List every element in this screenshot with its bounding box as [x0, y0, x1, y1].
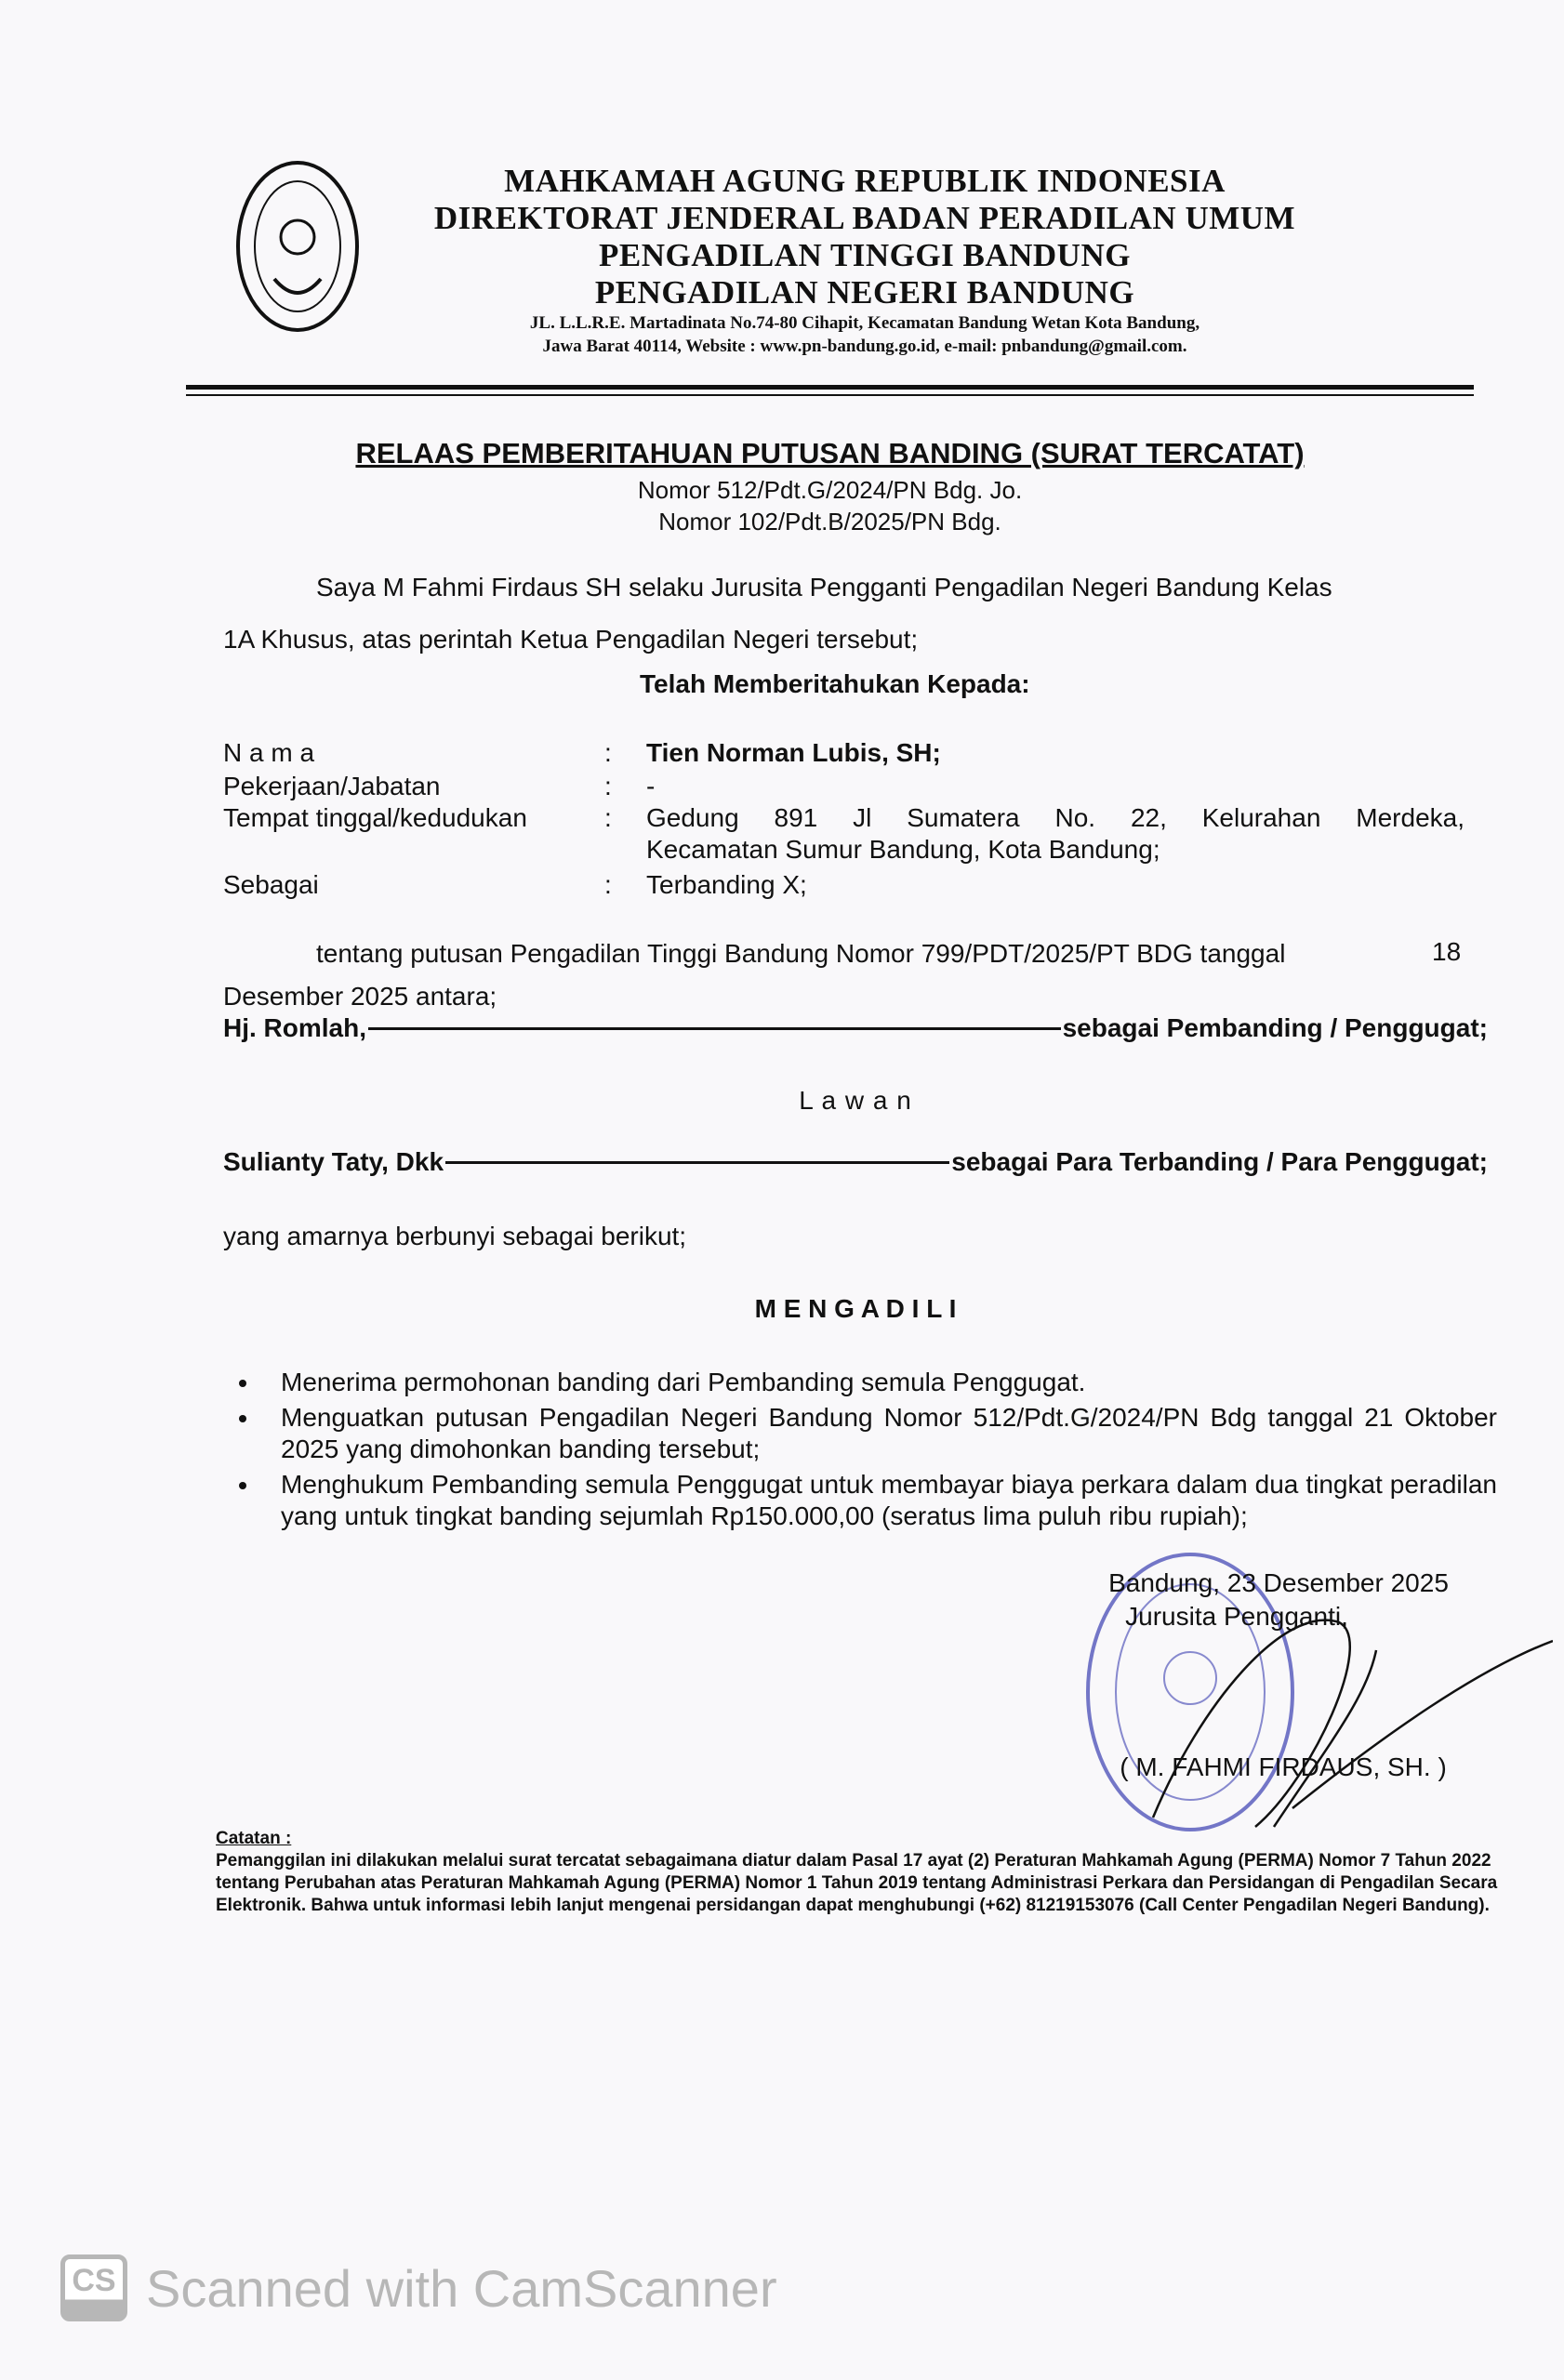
- intro-heading: Telah Memberitahukan Kepada:: [640, 669, 1030, 698]
- recipient-name: Tien Norman Lubis, SH;: [646, 738, 941, 767]
- note: [216, 1828, 1504, 1917]
- letterhead-line1: MAHKAMAH AGUNG REPUBLIK INDONESIA: [504, 163, 1226, 199]
- dash-line: [368, 1027, 1061, 1030]
- appellant-role: sebagai Pembanding / Penggugat;: [1062, 1013, 1488, 1042]
- recipient-job-row: Pekerjaan/Jabatan : -: [223, 772, 656, 800]
- intro-line1: Saya M Fahmi Firdaus SH selaku Jurusita Pengganti Pengadilan Negeri Bandung Kelas: [316, 573, 1332, 602]
- verdict-item: • Menguatkan putusan Pengadilan Negeri Bandung Nomor 512/Pdt.G/2024/PN Bdg tanggal 21 Oktober 2025 yang dimohonkan banding tersebut;: [260, 1402, 1497, 1465]
- respondent-row: [223, 1147, 1488, 1177]
- appellant-row: [223, 1013, 1488, 1043]
- signature-name: ( M. FAHMI FIRDAUS, SH. ): [1120, 1752, 1447, 1781]
- letterhead-line2: DIREKTORAT JENDERAL BADAN PERADILAN UMUM: [433, 200, 1296, 236]
- signature-role: Jurusita Pengganti,: [1125, 1602, 1348, 1631]
- letterhead-divider: [186, 385, 1474, 390]
- court-seal-icon: [232, 158, 363, 335]
- camscanner-logo-icon: CS: [60, 2254, 127, 2321]
- verdict-intro: yang amarnya berbunyi sebagai berikut;: [223, 1222, 687, 1250]
- case-number-1: Nomor 512/Pdt.G/2024/PN Bdg. Jo.: [637, 476, 1023, 504]
- letterhead-divider-thin: [186, 394, 1474, 396]
- note-heading: Catatan :: [216, 1829, 292, 1848]
- letterhead-line3: PENGADILAN TINGGI BANDUNG: [599, 237, 1131, 273]
- recipient-address-row2: Kecamatan Sumur Bandung, Kota Bandung;: [646, 835, 1160, 864]
- document-title: RELAAS PEMBERITAHUAN PUTUSAN BANDING (SURAT TERCATAT): [355, 437, 1305, 469]
- camscanner-watermark: [60, 2254, 777, 2321]
- verdict-list: [260, 1367, 1497, 1536]
- recipient-name-row: N a m a : Tien Norman Lubis, SH;: [223, 738, 1506, 772]
- dash-line: [445, 1161, 949, 1164]
- letterhead-address2: Jawa Barat 40114, Website : www.pn-bandung.go.id, e-mail: pnbandung@gmail.com.: [542, 337, 1187, 356]
- decision-ref-day: 18: [1432, 937, 1462, 966]
- verdict-heading: M E N G A D I L I: [754, 1294, 957, 1323]
- verdict-item: • Menghukum Pembanding semula Penggugat untuk membayar biaya perkara dalam dua tingkat peradilan yang untuk tingkat banding sejumlah Rp150.000,00 (seratus lima puluh ribu rupiah);: [260, 1469, 1497, 1532]
- decision-ref-line2: Desember 2025 antara;: [223, 982, 497, 1011]
- letterhead-address1: JL. L.L.R.E. Martadinata No.74-80 Cihapit, Kecamatan Bandung Wetan Kota Bandung,: [529, 313, 1200, 333]
- watermark-text: Scanned with CamScanner: [146, 2258, 777, 2318]
- intro-line2: 1A Khusus, atas perintah Ketua Pengadilan Negeri tersebut;: [223, 625, 919, 654]
- respondent-role: sebagai Para Terbanding / Para Penggugat;: [951, 1147, 1488, 1176]
- decision-ref-line1: tentang putusan Pengadilan Tinggi Bandung Nomor 799/PDT/2025/PT BDG tanggal: [316, 939, 1286, 968]
- letterhead: [372, 163, 1358, 358]
- signature-place-date: Bandung, 23 Desember 2025: [1108, 1568, 1449, 1597]
- versus-label: L a w a n: [799, 1086, 912, 1115]
- appellant-name: Hj. Romlah,: [223, 1013, 367, 1042]
- letterhead-line4: PENGADILAN NEGERI BANDUNG: [594, 274, 1135, 311]
- recipient-role-row: Sebagai : Terbanding X;: [223, 870, 807, 899]
- note-text: Pemanggilan ini dilakukan melalui surat tercatat sebagaimana diatur dalam Pasal 17 ayat (2) Peraturan Mahkamah Agung (PERMA) Nomor 7 Tahun 2022 tentang Perubahan atas Peraturan Mahkamah Agung (PERMA) Nomor 1 Tahun 2019 tentang Administrasi Perkara dan Persidangan di Pengadilan Secara Elektronik. Bahwa untuk informasi lebih lanjut mengenai persidangan dapat menghubungi (+62) 81219153076 (Call Center Pengadilan Negeri Bandung).: [216, 1851, 1498, 1915]
- verdict-item: • Menerima permohonan banding dari Pembanding semula Penggugat.: [260, 1367, 1497, 1398]
- recipient-address-row: Tempat tinggal/kedudukan : Gedung 891 Jl Sumatera No. 22, Kelurahan Merdeka,: [223, 803, 1465, 832]
- respondent-name: Sulianty Taty, Dkk: [223, 1147, 444, 1176]
- case-number-2: Nomor 102/Pdt.B/2025/PN Bdg.: [658, 508, 1001, 536]
